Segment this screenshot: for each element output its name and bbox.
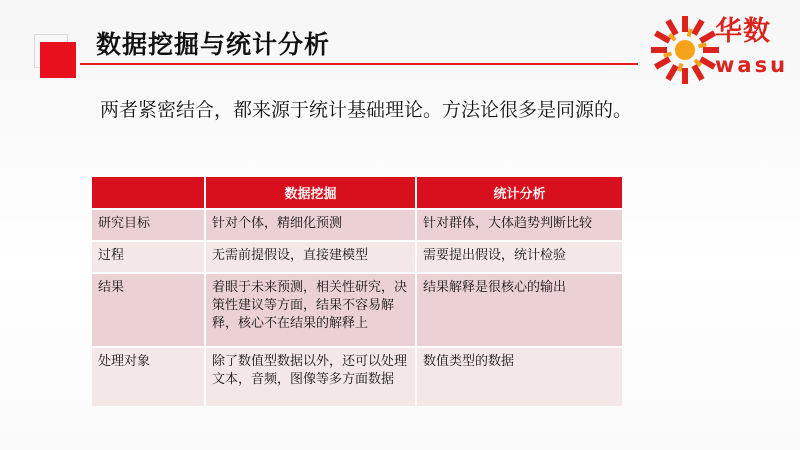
statistics-cell: 数值类型的数据 (417, 348, 622, 406)
statistics-cell: 需要提出假设，统计检验 (417, 242, 622, 272)
table-row (92, 274, 622, 346)
comparison-table (90, 175, 624, 408)
data-mining-cell: 无需前提假设，直接建模型 (206, 242, 415, 272)
row-label: 处理对象 (92, 348, 204, 406)
row-label: 研究目标 (92, 210, 204, 240)
row-label: 过程 (92, 242, 204, 272)
slide-title: 数据挖掘与统计分析 (96, 30, 331, 59)
data-mining-cell: 着眼于未来预测，相关性研究，决策性建议等方面，结果不容易解释，核心不在结果的解释上 (206, 274, 415, 346)
statistics-cell: 结果解释是很核心的输出 (417, 274, 622, 346)
data-mining-cell: 针对个体，精细化预测 (206, 210, 415, 240)
table-row (92, 242, 622, 272)
data-mining-cell: 除了数值型数据以外，还可以处理文本，音频，图像等多方面数据 (206, 348, 415, 406)
header-cell-data-mining: 数据挖掘 (206, 177, 415, 208)
table-header-row (92, 177, 622, 208)
table-row (92, 210, 622, 240)
row-label: 结果 (92, 274, 204, 346)
decor-red-square (40, 42, 76, 78)
table-row (92, 348, 622, 406)
header-cell-blank (92, 177, 204, 208)
statistics-cell: 针对群体，大体趋势判断比较 (417, 210, 622, 240)
logo-latin-text: wasu (715, 53, 789, 77)
intro-paragraph: 两者紧密结合，都来源于统计基础理论。方法论很多是同源的。 (100, 99, 633, 121)
header-cell-statistics: 统计分析 (417, 177, 622, 208)
logo-name-text: 华数 (715, 16, 771, 47)
